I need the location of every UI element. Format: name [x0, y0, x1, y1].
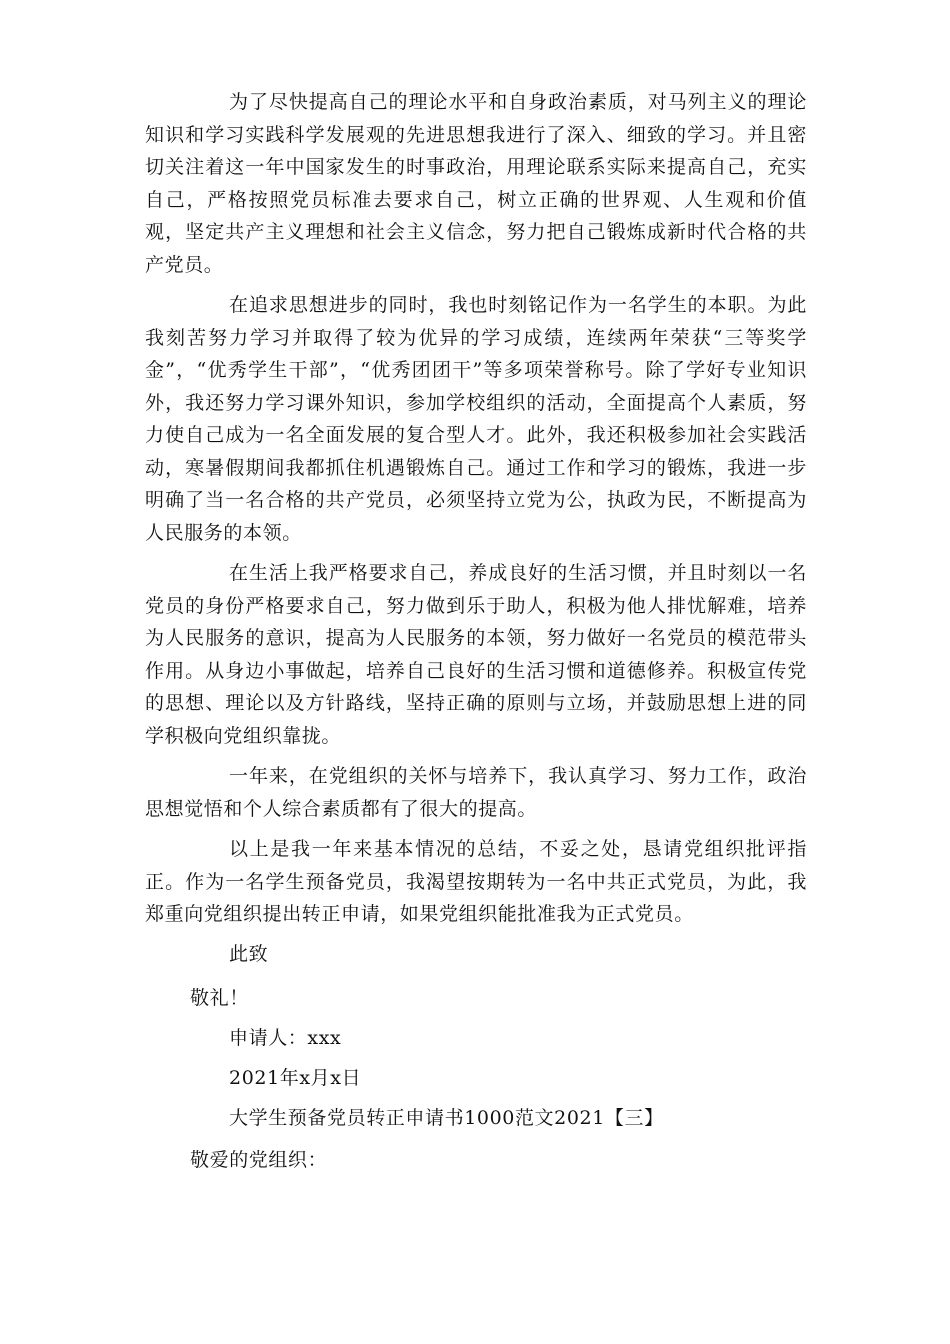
closing-text: 此致 — [229, 943, 269, 965]
paragraph-theory-study: 为了尽快提高自己的理论水平和自身政治素质，对马列主义的理论知识和学习实践科学发展观的先进思想我进行了深入、细致的学习。并且密切关注着这一年中国家发生的时事政治，用理论联系实际来提高自己，充实自己，严格按照党员标准去要求自己，树立正确的世界观、人生观和价值观，坚定共产主义理想和社会主义信念，努力把自己锻炼成新时代合格的共产党员。 — [145, 91, 807, 276]
next-section-title: 大学生预备党员转正申请书1000范文2021【三】 — [229, 1107, 664, 1129]
date-line: 2021年x月x日 — [229, 1067, 362, 1089]
greeting-line: 敬爱的党组织： — [190, 1149, 328, 1171]
applicant-line: 申请人：xxx — [229, 1027, 342, 1049]
paragraph-year-summary: 一年来，在党组织的关怀与培养下，我认真学习、努力工作，政治思想觉悟和个人综合素质都有了很大的提高。 — [145, 765, 807, 820]
paragraph-academic-study: 在追求思想进步的同时，我也时刻铭记作为一名学生的本职。为此我刻苦努力学习并取得了较为优异的学习成绩，连续两年荣获“三等奖学金”，“优秀学生干部”，“优秀团团干”等多项荣誉称号。除了学好专业知识外，我还努力学习课外知识，参加学校组织的活动，全面提高个人素质，努力使自己成为一名全面发展的复合型人才。此外，我还积极参加社会实践活动，寒暑假期间我都抓住机遇锻炼自己。通过工作和学习的锻炼，我进一步明确了当一名合格的共产党员，必须坚持立党为公，执政为民，不断提高为人民服务的本领。 — [145, 294, 807, 544]
paragraph-daily-life: 在生活上我严格要求自己，养成良好的生活习惯，并且时刻以一名党员的身份严格要求自己，努力做到乐于助人，积极为他人排忧解难，培养为人民服务的意识，提高为人民服务的本领，努力做好一名党员的模范带头作用。从身边小事做起，培养自己良好的生活习惯和道德修养。积极宣传党的思想、理论以及方针路线，坚持正确的原则与立场，并鼓励思想上进的同学积极向党组织靠拢。 — [145, 562, 807, 747]
paragraph-request: 以上是我一年来基本情况的总结，不妥之处，恳请党组织批评指正。作为一名学生预备党员，我渴望按期转为一名中共正式党员，为此，我郑重向党组织提出转正申请，如果党组织能批准我为正式党员。 — [145, 838, 807, 925]
document-body — [145, 86, 807, 939]
salute-text: 敬礼！ — [190, 987, 249, 1009]
